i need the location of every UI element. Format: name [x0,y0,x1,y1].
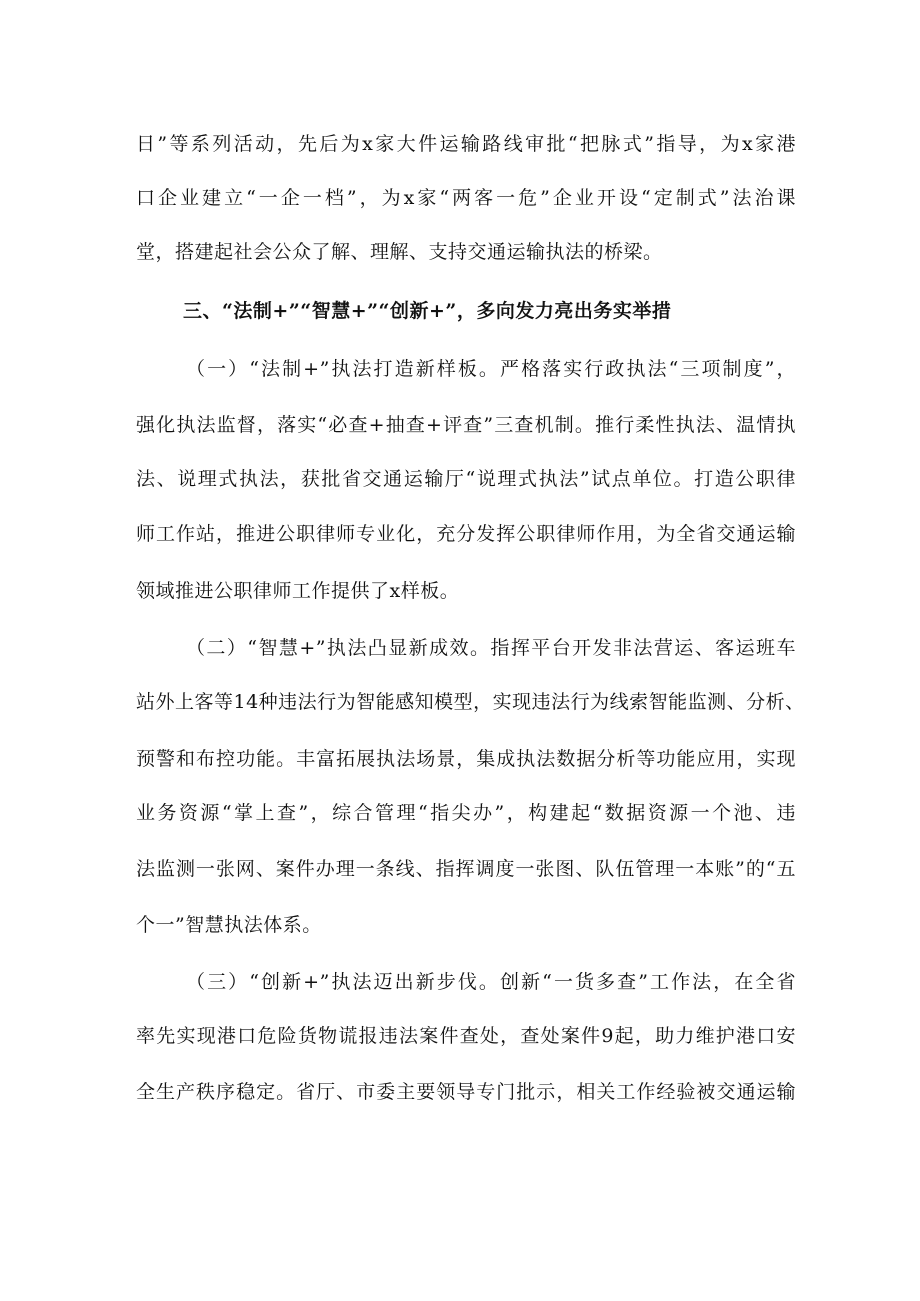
body-text-line: 全生产秩序稳定。省厅、市委主要领导专门批示，相关工作经验被交通运输 [136,1081,796,1103]
body-text-line: （二）“智慧+”执法凸显新成效。指挥平台开发非法营运、客运班车 [186,637,796,659]
body-text-line: 师工作站，推进公职律师专业化，充分发挥公职律师作用，为全省交通运输 [136,523,796,545]
body-text-line: 法、说理式执法，获批省交通运输厅“说理式执法”试点单位。打造公职律 [136,468,796,490]
body-text-line: 领域推进公职律师工作提供了x样板。 [136,580,460,602]
body-text-line: 站外上客等14种违法行为智能感知模型，实现违法行为线索智能监测、分析、 [136,691,805,713]
body-text-line: 预警和布控功能。丰富拓展执法场景，集成执法数据分析等功能应用，实现 [136,748,796,770]
body-text-line: 个一”智慧执法体系。 [136,914,322,936]
body-text-line: 率先实现港口危险货物谎报违法案件查处，查处案件9起，助力维护港口安 [136,1025,796,1047]
body-text-line: （三）“创新+”执法迈出新步伐。创新“一货多查”工作法，在全省 [186,971,796,993]
body-text-line: 强化执法监督，落实“必查+抽查+评查”三查机制。推行柔性执法、温情执 [136,414,796,436]
body-text-line: 法监测一张网、案件办理一条线、指挥调度一张图、队伍管理一本账”的“五 [136,858,796,880]
body-text-line: 口企业建立“一企一档”，为x家“两客一危”企业开设“定制式”法治课 [136,187,796,209]
body-text-line: （一）“法制+”执法打造新样板。严格落实行政执法“三项制度”， [186,358,796,380]
body-text-line: 堂，搭建起社会公众了解、理解、支持交通运输执法的桥梁。 [136,241,663,263]
body-text-line: 业务资源“掌上查”，综合管理“指尖办”，构建起“数据资源一个池、违 [136,802,796,824]
body-text-line: 日”等系列活动，先后为x家大件运输路线审批“把脉式”指导，为x家港 [136,133,796,155]
section-heading: 三、“法制+”“智慧+”“创新+”，多向发力亮出务实举措 [183,300,672,322]
